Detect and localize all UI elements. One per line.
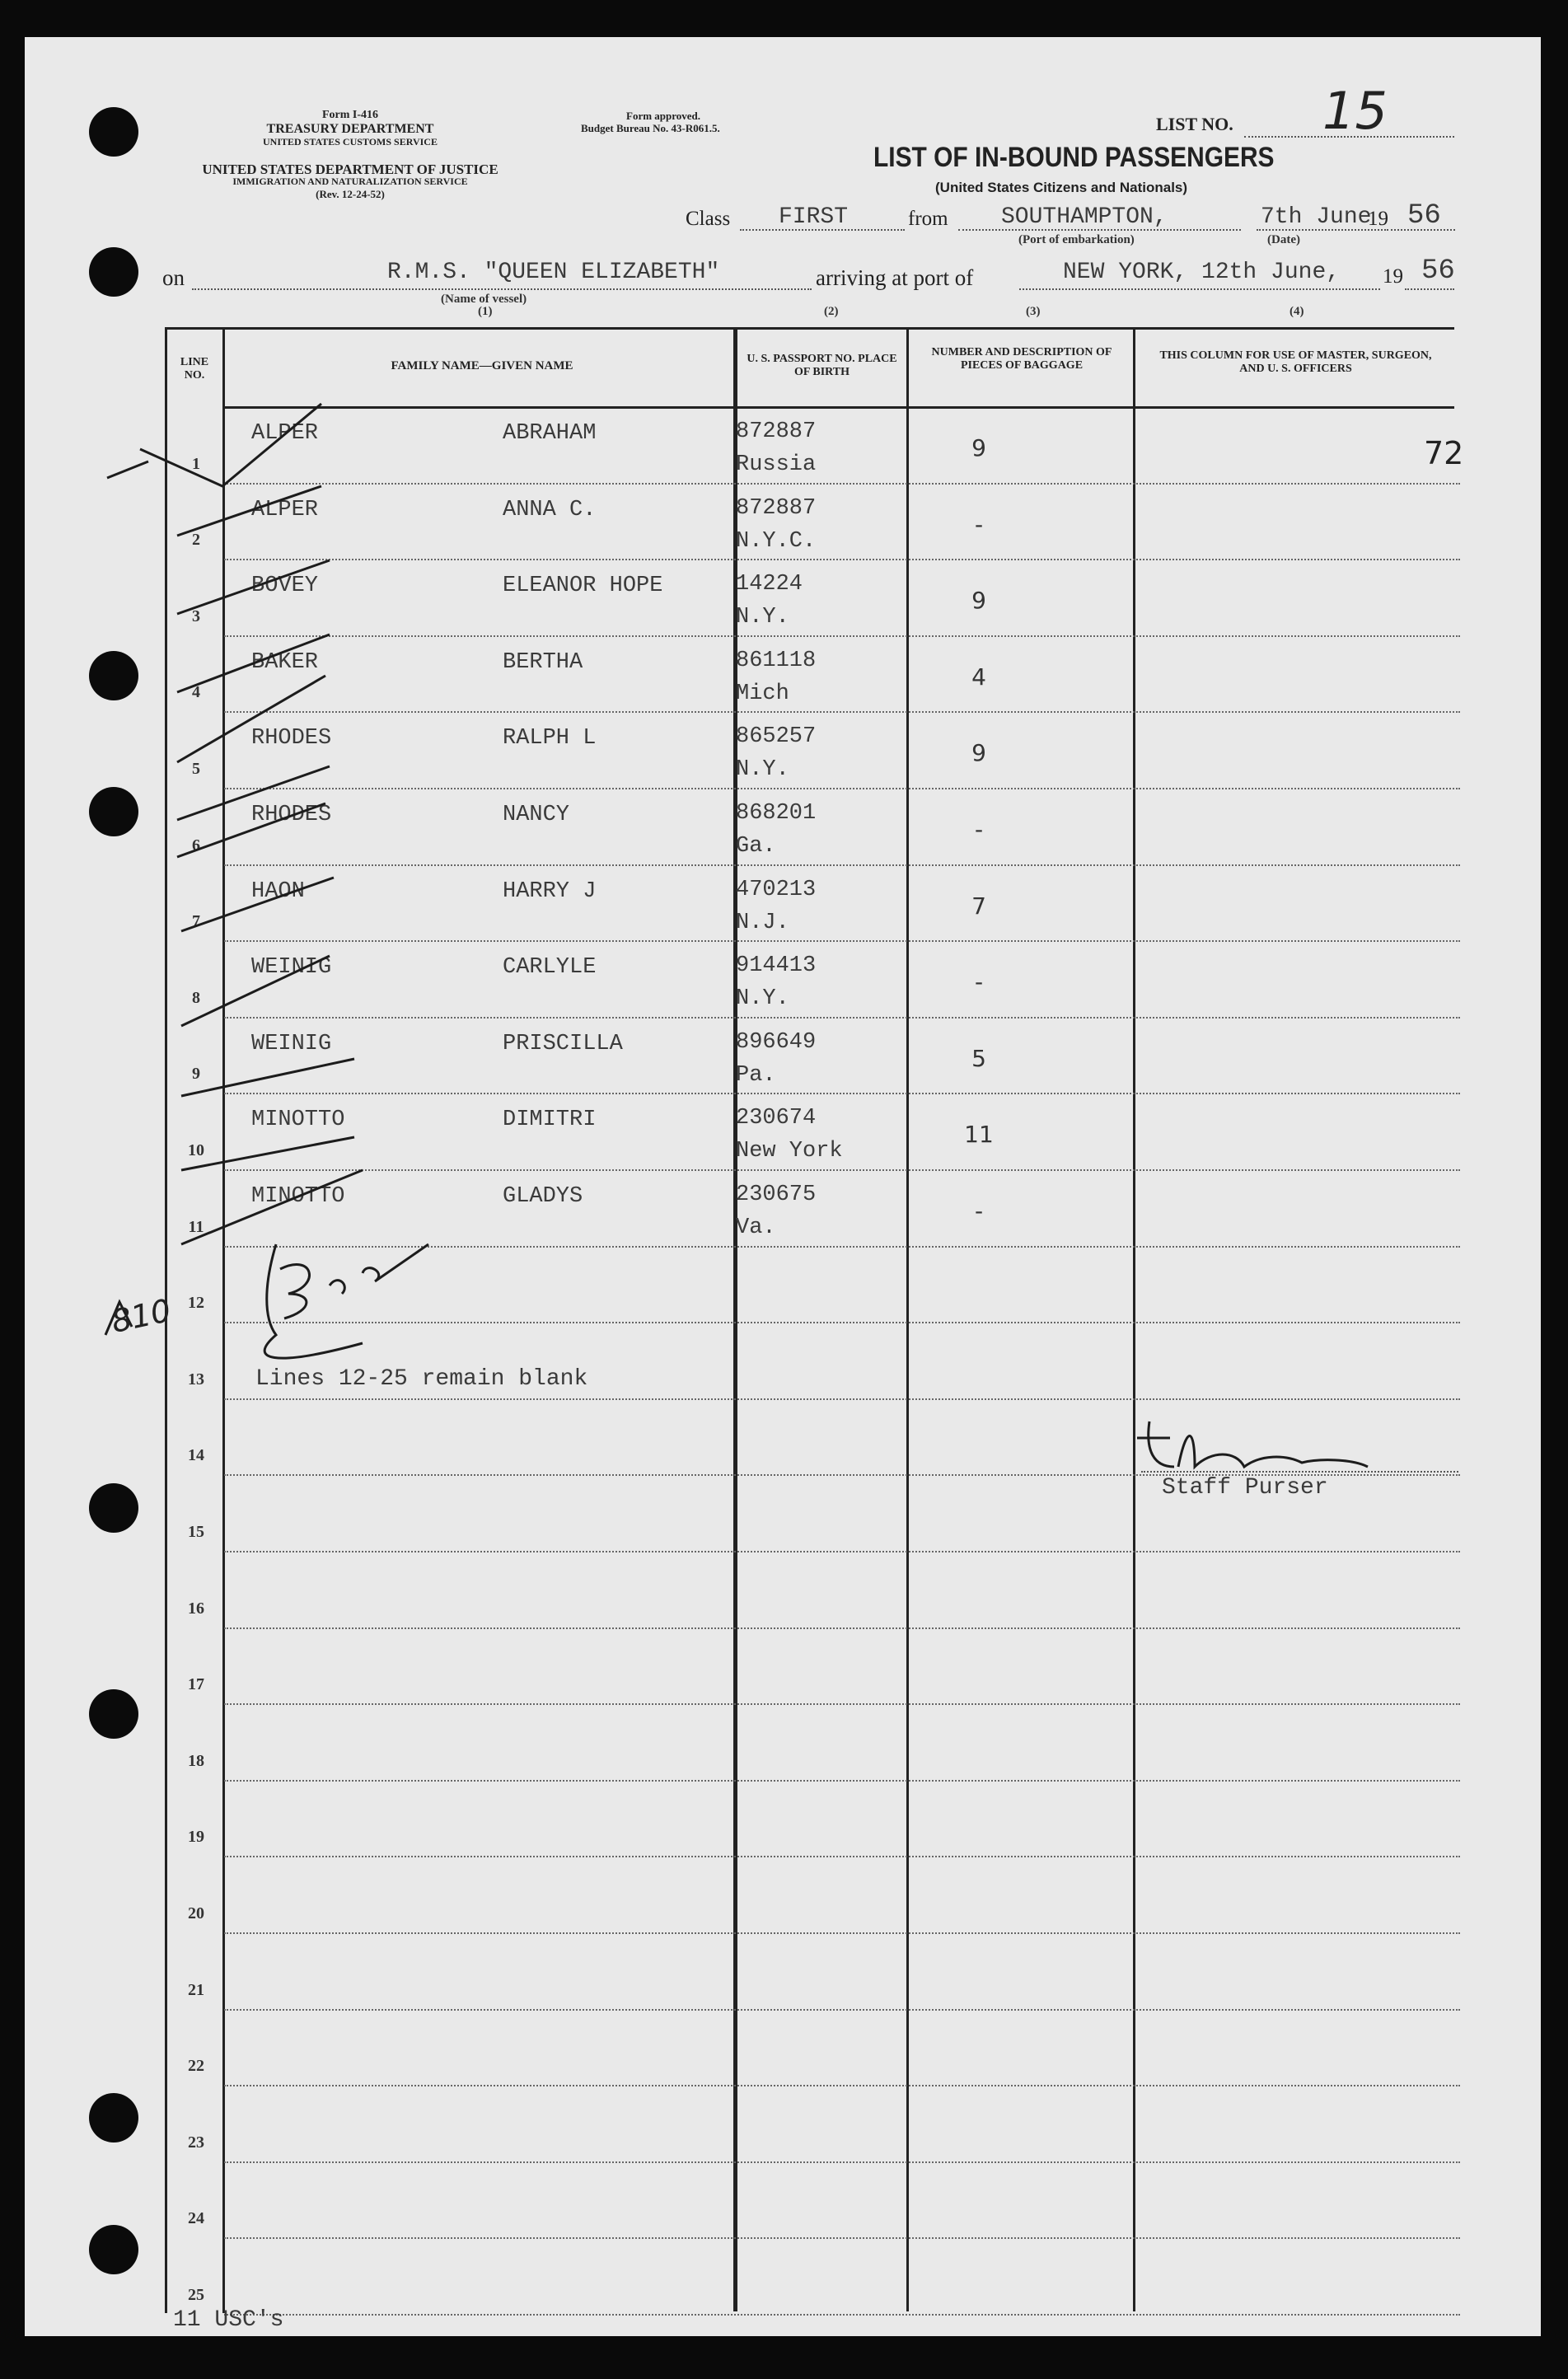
- given-name: BERTHA: [503, 649, 583, 675]
- baggage-count: 4: [971, 663, 986, 691]
- passport-number: 230675: [736, 1182, 817, 1207]
- check-mark: [181, 878, 334, 931]
- place-of-birth: N.Y.: [736, 986, 789, 1012]
- baggage-count: 7: [971, 892, 986, 920]
- check-mark: [181, 1137, 354, 1170]
- on-label: on: [162, 265, 185, 290]
- check-mark: [140, 404, 321, 486]
- check-mark: [177, 676, 325, 762]
- line-number: 25: [188, 2286, 204, 2304]
- place-of-birth: N.Y.: [736, 605, 789, 630]
- place-of-birth: Pa.: [736, 1062, 776, 1088]
- line-number: 3: [192, 606, 200, 625]
- passport-number: 872887: [736, 419, 817, 444]
- place-of-birth: N.J.: [736, 910, 789, 935]
- class-label: Class: [686, 208, 731, 230]
- line-number: 5: [192, 760, 200, 778]
- footer-note: 11 USC's: [173, 2307, 284, 2333]
- given-name: DIMITRI: [503, 1108, 597, 1133]
- place-of-birth: N.Y.: [736, 757, 789, 783]
- family-name: ALPER: [251, 421, 319, 446]
- check-mark: [181, 1170, 363, 1244]
- arrival-port-value: NEW YORK, 12th June,: [1063, 260, 1341, 285]
- col-marker-3: (3): [1026, 305, 1041, 318]
- line-number: 6: [192, 836, 200, 855]
- line-number: 20: [188, 1904, 204, 1922]
- given-name: ANNA C.: [503, 497, 597, 522]
- line-number: 21: [188, 1980, 204, 1999]
- purser-line: [1141, 1471, 1458, 1473]
- date-value: 7th June: [1261, 204, 1372, 230]
- line-number: 11: [188, 1217, 204, 1236]
- line-number: 2: [192, 531, 200, 550]
- page-title: LIST OF IN-BOUND PASSENGERS: [873, 142, 1275, 173]
- line-number: 7: [192, 912, 200, 931]
- check-mark: [181, 1059, 354, 1096]
- passport-number: 470213: [736, 877, 817, 902]
- blank-lines-note: Lines 12-25 remain blank: [255, 1366, 588, 1392]
- margin-stroke: [107, 461, 148, 478]
- passport-number: 868201: [736, 801, 817, 826]
- passport-number: 914413: [736, 953, 817, 979]
- family-name: RHODES: [251, 726, 332, 752]
- form-approved: Form approved.: [626, 110, 701, 122]
- line-number: 23: [188, 2133, 204, 2152]
- signature-strokes: [264, 1244, 1368, 1467]
- col-header-name: FAMILY NAME—GIVEN NAME: [391, 359, 573, 372]
- list-no-label: LIST NO.: [1156, 114, 1233, 134]
- port-value: SOUTHAMPTON,: [1001, 204, 1168, 230]
- passport-number: 872887: [736, 495, 817, 521]
- family-name: HAON: [251, 878, 305, 904]
- baggage-count: 11: [964, 1121, 994, 1149]
- given-name: HARRY J: [503, 878, 597, 904]
- place-of-birth: New York: [736, 1139, 843, 1164]
- vessel-value: R.M.S. "QUEEN ELIZABETH": [387, 260, 720, 285]
- given-name: GLADYS: [503, 1184, 583, 1209]
- place-of-birth: Va.: [736, 1215, 776, 1240]
- given-name: ABRAHAM: [503, 421, 597, 446]
- arrival-year-prefix: 19: [1383, 265, 1403, 288]
- treasury-dept: TREASURY DEPARTMENT: [266, 122, 434, 137]
- line-number: 8: [192, 988, 200, 1007]
- passport-number: 896649: [736, 1029, 817, 1055]
- col-header-baggage: NUMBER AND DESCRIPTION OF PIECES OF BAGGAGE: [931, 346, 1112, 372]
- check-mark: [177, 635, 330, 692]
- col-marker-4: (4): [1290, 305, 1304, 318]
- line-number: 12: [188, 1294, 204, 1313]
- date-caption: (Date): [1267, 233, 1300, 246]
- given-name: NANCY: [503, 803, 570, 827]
- line-number: 9: [192, 1065, 200, 1084]
- immigration-service: IMMIGRATION AND NATURALIZATION SERVICE: [232, 176, 468, 187]
- place-of-birth: Mich: [736, 681, 789, 706]
- col-marker-2: (2): [824, 305, 839, 318]
- arrival-year-value: 56: [1421, 255, 1455, 287]
- line-number: 14: [188, 1446, 204, 1465]
- place-of-birth: Russia: [736, 452, 817, 477]
- baggage-count: -: [974, 510, 984, 538]
- revision-date: (Rev. 12-24-52): [316, 188, 385, 200]
- line-number: 1: [192, 454, 200, 473]
- baggage-count: -: [974, 816, 984, 843]
- check-mark: [177, 766, 330, 820]
- family-name: WEINIG: [251, 1031, 332, 1056]
- line-number: 10: [188, 1141, 204, 1159]
- arriving-label: arriving at port of: [816, 265, 974, 290]
- baggage-count: 9: [971, 739, 986, 767]
- given-name: CARLYLE: [503, 955, 597, 981]
- col-header-line: LINE NO.: [180, 356, 209, 382]
- purser-title: Staff Purser: [1162, 1475, 1328, 1501]
- line-number: 13: [188, 1370, 204, 1389]
- col-header-passport: U. S. PASSPORT NO. PLACE OF BIRTH: [747, 353, 897, 379]
- check-mark: [177, 486, 321, 536]
- line-number: 18: [188, 1751, 204, 1770]
- col-marker-1: (1): [478, 305, 493, 318]
- page-subtitle: (United States Citizens and Nationals): [935, 180, 1188, 195]
- passport-number: 230674: [736, 1106, 817, 1131]
- baggage-count: 9: [971, 434, 986, 461]
- line-number: 19: [188, 1828, 204, 1847]
- place-of-birth: Ga.: [736, 834, 776, 859]
- passport-number: 861118: [736, 648, 817, 673]
- initials-mark: [280, 1264, 309, 1318]
- family-name: RHODES: [251, 803, 332, 827]
- line-number: 15: [188, 1523, 204, 1541]
- port-caption: (Port of embarkation): [1018, 233, 1135, 246]
- line-number: 22: [188, 2057, 204, 2076]
- total-count: 72: [1424, 435, 1464, 471]
- form-number: Form I-416: [321, 109, 379, 121]
- family-name: MINOTTO: [251, 1184, 345, 1209]
- vessel-caption: (Name of vessel): [441, 293, 527, 306]
- check-mark: [181, 956, 330, 1026]
- baggage-count: -: [974, 1197, 984, 1225]
- from-label: from: [908, 208, 948, 230]
- year-prefix: 19: [1368, 208, 1388, 230]
- line-number: 24: [188, 2209, 204, 2228]
- family-name: ALPER: [251, 497, 319, 522]
- year-value: 56: [1407, 200, 1441, 232]
- given-name: RALPH L: [503, 726, 597, 752]
- check-mark: [177, 560, 330, 614]
- baggage-count: 5: [971, 1044, 986, 1072]
- col-header-officers: THIS COLUMN FOR USE OF MASTER, SURGEON, AND U. S. OFFICERS: [1159, 349, 1432, 376]
- justice-dept: UNITED STATES DEPARTMENT OF JUSTICE: [202, 162, 498, 177]
- line-number: 16: [188, 1599, 204, 1618]
- family-name: WEINIG: [251, 955, 332, 981]
- class-value: FIRST: [779, 204, 849, 230]
- purser-signature: [1137, 1421, 1368, 1467]
- baggage-count: -: [974, 968, 984, 996]
- line-number: 17: [188, 1675, 204, 1694]
- family-name: BAKER: [251, 649, 319, 675]
- baggage-count: 9: [971, 587, 986, 615]
- customs-service: UNITED STATES CUSTOMS SERVICE: [263, 136, 438, 148]
- budget-bureau: Budget Bureau No. 43-R061.5.: [581, 121, 720, 134]
- list-no-value: 15: [1322, 81, 1388, 141]
- margin-note: 810: [108, 1291, 175, 1341]
- family-name: BOVEY: [251, 574, 319, 599]
- given-name: ELEANOR HOPE: [503, 574, 663, 599]
- passport-number: 865257: [736, 724, 817, 750]
- family-name: MINOTTO: [251, 1108, 345, 1133]
- passport-number: 14224: [736, 572, 803, 597]
- initials-mark: [330, 1244, 428, 1294]
- check-strokes: [105, 404, 363, 1335]
- given-name: PRISCILLA: [503, 1031, 623, 1056]
- line-number: 4: [192, 683, 200, 702]
- place-of-birth: N.Y.C.: [736, 528, 817, 554]
- initials-mark: [264, 1244, 363, 1358]
